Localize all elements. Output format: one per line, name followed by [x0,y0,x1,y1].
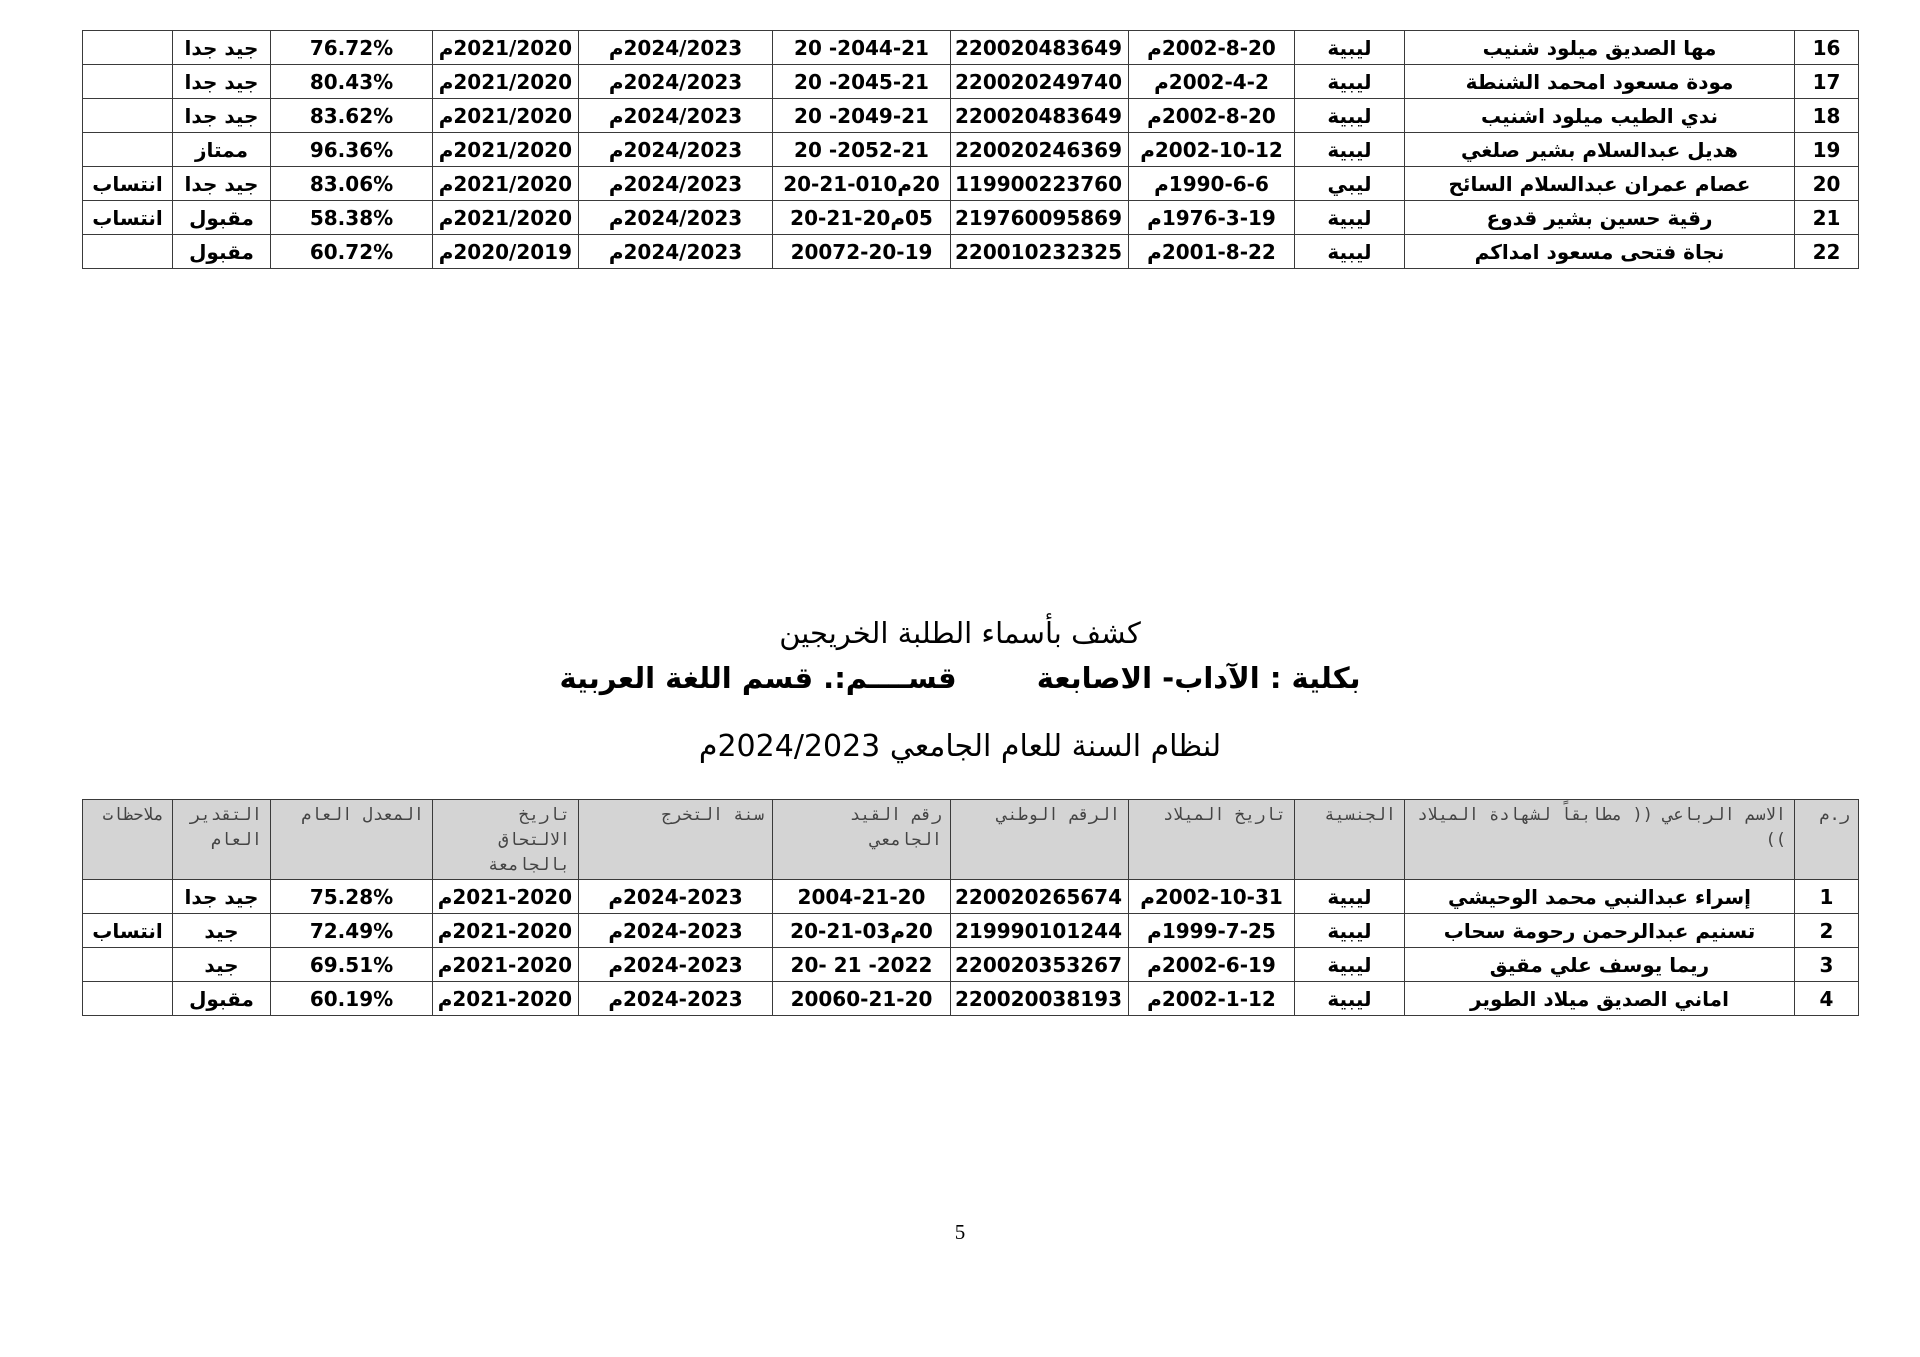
table-row [83,65,1859,99]
cell-reg-no: 2022- 21 -20 [773,948,951,982]
cell-average: 75.28% [271,880,433,914]
column-header-join-date: تاريخ الالتحاق بالجامعة [433,800,579,880]
cell-grad-year: 2024/2023م [579,167,773,201]
cell-no: 16 [1795,31,1859,65]
cell-nationality: ليبي [1295,167,1405,201]
cell-national-id: 219760095869 [951,201,1129,235]
cell-no: 18 [1795,99,1859,133]
cell-average: 69.51% [271,948,433,982]
cell-reg-no: 20060-21-20 [773,982,951,1016]
cell-notes [83,880,173,914]
table-row [83,31,1859,65]
cell-reg-no: 2049-21- 20 [773,99,951,133]
cell-join-date: 2021/2020م [433,167,579,201]
academic-year-heading: لنظام السنة للعام الجامعي 2024/2023م [698,729,1222,764]
cell-grad-year: 2024-2023م [579,948,773,982]
cell-dob: 2001-8-22م [1129,235,1295,269]
cell-grade: مقبول [173,201,271,235]
table-body-top [83,31,1859,269]
cell-no: 19 [1795,133,1859,167]
cell-nationality: ليبية [1295,914,1405,948]
cell-grad-year: 2024/2023م [579,133,773,167]
cell-join-date: 2021-2020م [433,880,579,914]
cell-name: نجاة فتحى مسعود امداكم [1405,235,1795,269]
cell-no: 1 [1795,880,1859,914]
cell-notes: انتساب [83,167,173,201]
table-row [83,235,1859,269]
cell-join-date: 2021-2020م [433,982,579,1016]
cell-grade: جيد جدا [173,167,271,201]
cell-dob: 1999-7-25م [1129,914,1295,948]
cell-join-date: 2020/2019م [433,235,579,269]
document-title: كشف بأسماء الطلبة الخريجين [779,616,1141,650]
cell-reg-no: 20م010-21-20 [773,167,951,201]
cell-grade: جيد جدا [173,99,271,133]
column-header-dob: تاريخ الميلاد [1129,800,1295,880]
cell-dob: 2002-10-31م [1129,880,1295,914]
cell-name: مها الصديق ميلود شنيب [1405,31,1795,65]
cell-dob: 2002-10-12م [1129,133,1295,167]
cell-join-date: 2021/2020م [433,99,579,133]
cell-grad-year: 2024-2023م [579,982,773,1016]
cell-reg-no: 2044-21- 20 [773,31,951,65]
cell-no: 22 [1795,235,1859,269]
cell-national-id: 220020038193 [951,982,1129,1016]
cell-notes [83,65,173,99]
cell-grade: مقبول [173,982,271,1016]
cell-grade: جيد جدا [173,880,271,914]
column-header-grade: التقدير العام [173,800,271,880]
cell-no: 2 [1795,914,1859,948]
table-body-bottom [83,880,1859,1016]
cell-grad-year: 2024/2023م [579,201,773,235]
column-header-no: ر.م [1795,800,1859,880]
cell-dob: 1990-6-6م [1129,167,1295,201]
cell-national-id: 220020483649 [951,31,1129,65]
cell-grade: مقبول [173,235,271,269]
cell-grade: ممتاز [173,133,271,167]
cell-nationality: ليبية [1295,65,1405,99]
cell-name: ندي الطيب ميلود اشنيب [1405,99,1795,133]
cell-join-date: 2021/2020م [433,65,579,99]
graduates-table [82,799,1859,1016]
cell-no: 4 [1795,982,1859,1016]
cell-notes [83,982,173,1016]
cell-average: 80.43% [271,65,433,99]
cell-grad-year: 2024-2023م [579,914,773,948]
cell-notes [83,31,173,65]
column-header-nationality: الجنسية [1295,800,1405,880]
cell-name: اماني الصديق ميلاد الطوير [1405,982,1795,1016]
cell-nationality: ليبية [1295,133,1405,167]
table-row [83,167,1859,201]
graduates-table-continued [82,30,1859,269]
table-row [83,880,1859,914]
cell-national-id: 220020353267 [951,948,1129,982]
table-row [83,201,1859,235]
column-header-name: الاسم الرباعي (( مطابقاً لشهادة الميلاد )) [1405,800,1795,880]
cell-name: رقية حسين بشير قدوع [1405,201,1795,235]
cell-average: 60.72% [271,235,433,269]
cell-grade: جيد [173,948,271,982]
cell-join-date: 2021/2020م [433,133,579,167]
column-header-notes: ملاحظات [83,800,173,880]
cell-no: 3 [1795,948,1859,982]
cell-average: 76.72% [271,31,433,65]
cell-notes: انتساب [83,914,173,948]
cell-dob: 2002-8-20م [1129,31,1295,65]
cell-dob: 2002-1-12م [1129,982,1295,1016]
cell-dob: 2002-8-20م [1129,99,1295,133]
cell-dob: 2002-4-2م [1129,65,1295,99]
cell-nationality: ليبية [1295,880,1405,914]
table-row [83,982,1859,1016]
cell-national-id: 220020483649 [951,99,1129,133]
cell-dob: 2002-6-19م [1129,948,1295,982]
department-label: قســــم:. قسم اللغة العربية [559,661,957,695]
cell-national-id: 220020249740 [951,65,1129,99]
cell-join-date: 2021/2020م [433,31,579,65]
cell-reg-no: 2052-21- 20 [773,133,951,167]
cell-average: 58.38% [271,201,433,235]
cell-join-date: 2021/2020م [433,201,579,235]
cell-name: تسنيم عبدالرحمن رحومة سحاب [1405,914,1795,948]
cell-notes: انتساب [83,201,173,235]
cell-nationality: ليبية [1295,235,1405,269]
cell-average: 96.36% [271,133,433,167]
table-row [83,133,1859,167]
cell-reg-no: 20072-20-19 [773,235,951,269]
cell-reg-no: 05م20-21-20 [773,201,951,235]
cell-dob: 1976-3-19م [1129,201,1295,235]
cell-name: ريما يوسف علي مقيق [1405,948,1795,982]
cell-join-date: 2021-2020م [433,948,579,982]
cell-no: 20 [1795,167,1859,201]
cell-name: عصام عمران عبدالسلام السائح [1405,167,1795,201]
cell-notes [83,235,173,269]
table-row [83,99,1859,133]
column-header-average: المعدل العام [271,800,433,880]
column-header-national-id: الرقم الوطني [951,800,1129,880]
table-header-row [83,800,1859,880]
cell-national-id: 219990101244 [951,914,1129,948]
cell-average: 83.06% [271,167,433,201]
cell-reg-no: 2004-21-20 [773,880,951,914]
cell-name: إسراء عبدالنبي محمد الوحيشي [1405,880,1795,914]
cell-notes [83,99,173,133]
cell-national-id: 220020246369 [951,133,1129,167]
cell-national-id: 220010232325 [951,235,1129,269]
cell-grade: جيد جدا [173,65,271,99]
cell-grad-year: 2024/2023م [579,99,773,133]
cell-nationality: ليبية [1295,99,1405,133]
cell-notes [83,133,173,167]
cell-name: مودة مسعود امحمد الشنطة [1405,65,1795,99]
cell-national-id: 119900223760 [951,167,1129,201]
faculty-department-line [0,661,1920,695]
page-number: 5 [954,1220,966,1244]
cell-grad-year: 2024/2023م [579,31,773,65]
cell-grade: جيد [173,914,271,948]
cell-average: 72.49% [271,914,433,948]
cell-name: هديل عبدالسلام بشير صلغي [1405,133,1795,167]
cell-reg-no: 20م03-21-20 [773,914,951,948]
cell-notes [83,948,173,982]
cell-grad-year: 2024/2023م [579,235,773,269]
cell-join-date: 2021-2020م [433,914,579,948]
cell-average: 60.19% [271,982,433,1016]
cell-national-id: 220020265674 [951,880,1129,914]
cell-average: 83.62% [271,99,433,133]
column-header-grad-year: سنة التخرج [579,800,773,880]
cell-grade: جيد جدا [173,31,271,65]
cell-no: 17 [1795,65,1859,99]
cell-no: 21 [1795,201,1859,235]
table-row [83,948,1859,982]
cell-reg-no: 2045-21- 20 [773,65,951,99]
cell-grad-year: 2024-2023م [579,880,773,914]
column-header-reg-no: رقم القيد الجامعي [773,800,951,880]
table-row [83,914,1859,948]
cell-nationality: ليبية [1295,201,1405,235]
cell-nationality: ليبية [1295,982,1405,1016]
cell-grad-year: 2024/2023م [579,65,773,99]
faculty-label: بكلية : الآداب- الاصابعة [1036,661,1361,695]
cell-nationality: ليبية [1295,31,1405,65]
cell-nationality: ليبية [1295,948,1405,982]
